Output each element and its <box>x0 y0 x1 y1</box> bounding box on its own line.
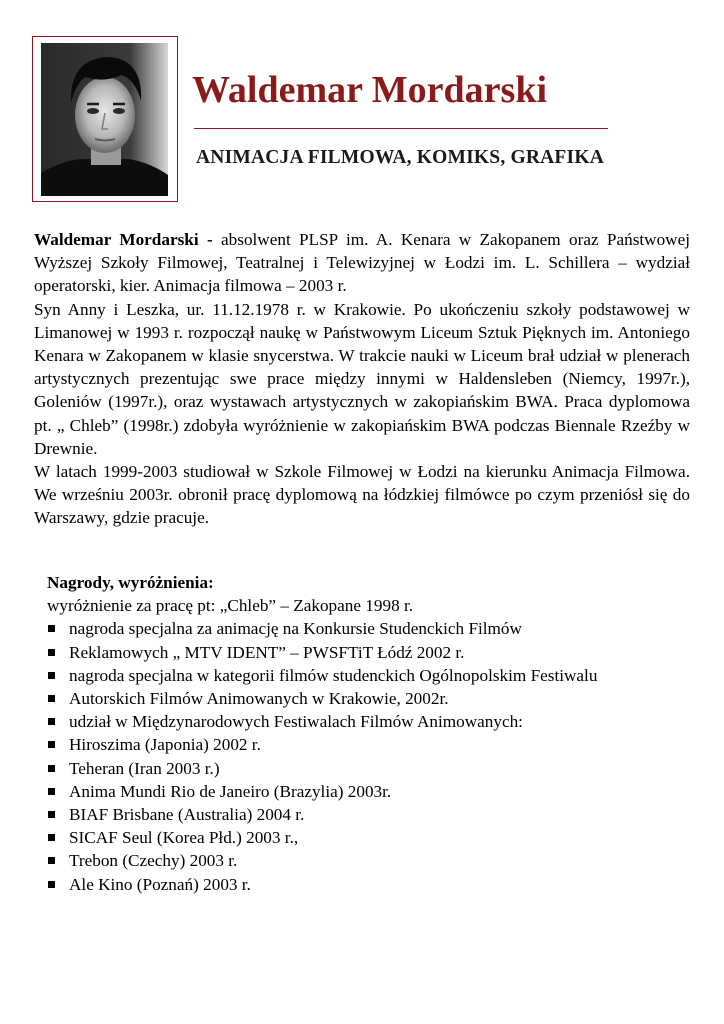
square-bullet-icon <box>48 649 55 656</box>
list-item: nagroda specjalna w kategorii filmów studenckich Ogólnopolskim Festiwalu <box>47 664 687 687</box>
square-bullet-icon <box>48 741 55 748</box>
list-item: SICAF Seul (Korea Płd.) 2003 r., <box>47 826 687 849</box>
square-bullet-icon <box>48 834 55 841</box>
square-bullet-icon <box>48 788 55 795</box>
biography <box>34 228 690 530</box>
bio-lead-name: Waldemar Mordarski - <box>34 230 213 249</box>
bio-paragraph-2: Syn Anny i Leszka, ur. 11.12.1978 r. w Krakowie. Po ukończeniu szkoły podstawowej w Limanowej w 1993 r. rozpoczął naukę w Państwowym Liceum Sztuk Pięknych im. Antoniego Kenara w Zakopanem w klasie snycerstwa. W trakcie nauki w Liceum brał udział w plenerach artystycznych prezentując swe prace między innymi w Haldensleben (Niemcy, 1997r.), Goleniów (1997r.), oraz wystawach artystycznych w zakopiańskim BWA. Praca dyplomowa pt. „ Chleb” (1998r.) zdobyła wyróżnienie w zakopiańskim BWA podczas Biennale Rzeźby w Drewnie. <box>34 299 690 458</box>
list-item: Reklamowych „ MTV IDENT” – PWSFTiT Łódź 2002 r. <box>47 641 687 664</box>
square-bullet-icon <box>48 695 55 702</box>
square-bullet-icon <box>48 672 55 679</box>
portrait-frame <box>32 36 178 202</box>
list-item: Trebon (Czechy) 2003 r. <box>47 849 687 872</box>
portrait-image <box>41 43 168 196</box>
profession-subtitle: ANIMACJA FILMOWA, KOMIKS, GRAFIKA <box>196 147 604 168</box>
square-bullet-icon <box>48 811 55 818</box>
bio-paragraph-3: W latach 1999-2003 studiował w Szkole Filmowej w Łodzi na kierunku Animacja Filmowa. We wrześniu 2003r. obronił pracę dyplomową na łódzkiej filmówce po czym przeniósł się do Warszawy, gdzie pracuje. <box>34 462 690 528</box>
list-item: nagroda specjalna za animację na Konkursie Studenckich Filmów <box>47 617 687 640</box>
awards-list <box>47 617 687 895</box>
square-bullet-icon <box>48 625 55 632</box>
header-divider <box>194 128 608 129</box>
bio-paragraph-1-text: absolwent PLSP im. A. Kenara w Zakopanem oraz Państwowej Wyższej Szkoły Filmowej, Teatralnej i Telewizyjnej w Łodzi im. L. Schillera – wydział operatorski, kier. Animacja filmowa – 2003 r. <box>34 230 690 296</box>
square-bullet-icon <box>48 765 55 772</box>
list-item: Teheran (Iran 2003 r.) <box>47 757 687 780</box>
bio-paragraph-1 <box>34 228 690 298</box>
list-item: udział w Międzynarodowych Festiwalach Filmów Animowanych: <box>47 710 687 733</box>
list-item: Hiroszima (Japonia) 2002 r. <box>47 733 687 756</box>
list-item: Autorskich Filmów Animowanych w Krakowie, 2002r. <box>47 687 687 710</box>
square-bullet-icon <box>48 881 55 888</box>
awards-section <box>47 571 687 896</box>
portrait-photo <box>41 43 168 196</box>
list-item: Ale Kino (Poznań) 2003 r. <box>47 873 687 896</box>
awards-intro: wyróżnienie za pracę pt: „Chleb” – Zakopane 1998 r. <box>47 596 414 616</box>
list-item: BIAF Brisbane (Australia) 2004 r. <box>47 803 687 826</box>
square-bullet-icon <box>48 718 55 725</box>
list-item: Anima Mundi Rio de Janeiro (Brazylia) 2003r. <box>47 780 687 803</box>
person-name: Waldemar Mordarski <box>192 69 548 111</box>
square-bullet-icon <box>48 857 55 864</box>
awards-heading: Nagrody, wyróżnienia: <box>47 573 214 592</box>
